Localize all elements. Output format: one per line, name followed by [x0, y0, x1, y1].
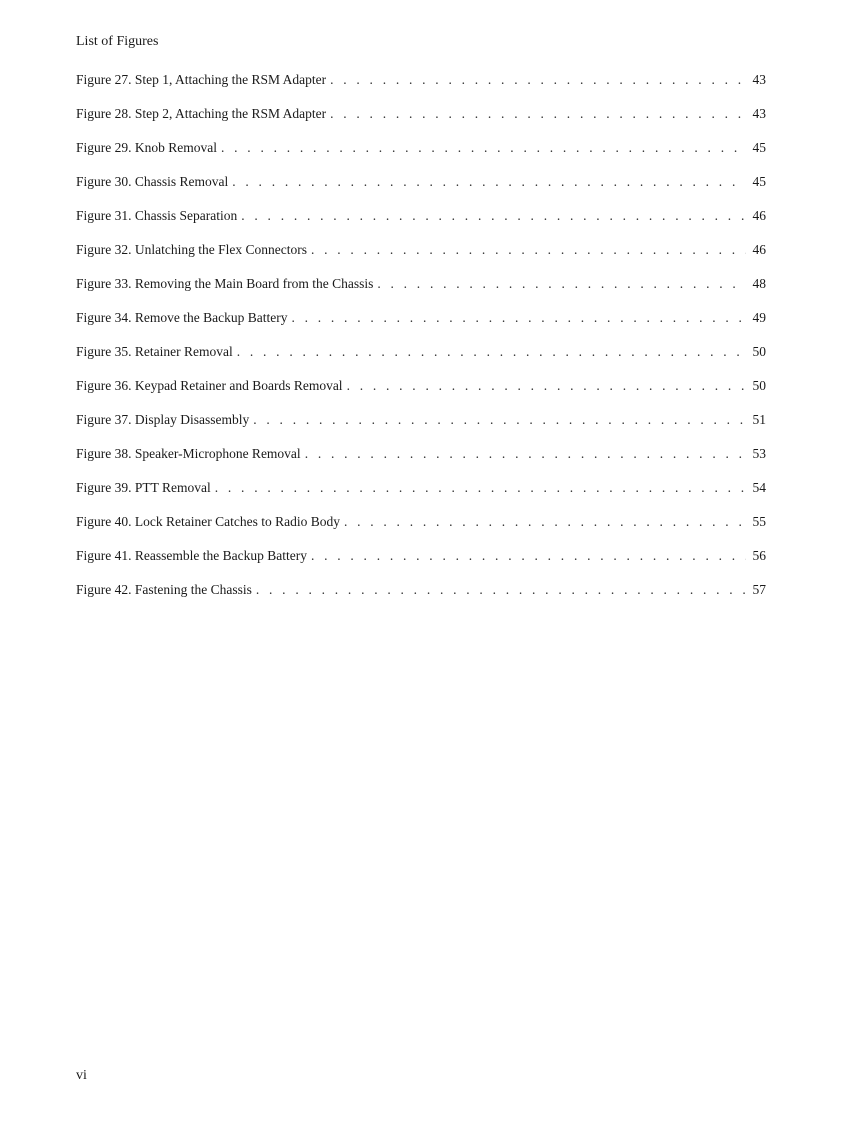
- toc-entry-page: 57: [752, 582, 766, 597]
- dot-leader: [232, 173, 746, 191]
- toc-entry[interactable]: [76, 377, 766, 411]
- toc-entry-page: 48: [752, 276, 766, 291]
- page-number: vi: [76, 1068, 87, 1083]
- dot-leader: [311, 547, 746, 565]
- toc-entry-label: Figure 42. Fastening the Chassis: [76, 582, 252, 597]
- toc-entry-label: Figure 37. Display Disassembly: [76, 412, 250, 427]
- toc-entry-label: Figure 27. Step 1, Attaching the RSM Adapter: [76, 72, 327, 87]
- toc-entry-page: 49: [752, 310, 766, 325]
- toc-entry-page: 51: [752, 412, 766, 427]
- toc-entry[interactable]: [76, 105, 766, 139]
- dot-leader: [347, 377, 746, 395]
- toc-entry[interactable]: [76, 479, 766, 513]
- dot-leader: [253, 411, 746, 429]
- toc-entry-page: 43: [752, 106, 766, 121]
- toc-entry-label: Figure 32. Unlatching the Flex Connectors: [76, 242, 307, 257]
- toc-entry-page: 45: [752, 140, 766, 155]
- dot-leader: [377, 275, 746, 293]
- dot-leader: [344, 513, 746, 531]
- dot-leader: [311, 241, 746, 259]
- toc-entry[interactable]: [76, 207, 766, 241]
- toc-entry-page: 43: [752, 72, 766, 87]
- toc-entry[interactable]: [76, 173, 766, 207]
- toc-entry-page: 45: [752, 174, 766, 189]
- toc-entry[interactable]: [76, 71, 766, 105]
- toc-entry-label: Figure 28. Step 2, Attaching the RSM Adapter: [76, 106, 327, 121]
- running-header: List of Figures: [76, 34, 159, 49]
- toc-entry[interactable]: [76, 275, 766, 309]
- dot-leader: [237, 343, 746, 361]
- toc-entry[interactable]: [76, 241, 766, 275]
- toc-entry[interactable]: [76, 309, 766, 343]
- toc-entry-page: 46: [752, 242, 766, 257]
- dot-leader: [256, 581, 746, 599]
- toc-entry[interactable]: [76, 445, 766, 479]
- toc-entry-label: Figure 40. Lock Retainer Catches to Radio Body: [76, 514, 340, 529]
- toc-entry[interactable]: [76, 513, 766, 547]
- toc-entry[interactable]: [76, 139, 766, 173]
- toc-entry-label: Figure 41. Reassemble the Backup Battery: [76, 548, 307, 563]
- toc-entry-page: 56: [752, 548, 766, 563]
- toc-entry-page: 50: [752, 344, 766, 359]
- dot-leader: [330, 105, 746, 123]
- dot-leader: [330, 71, 746, 89]
- toc-entry-label: Figure 30. Chassis Removal: [76, 174, 229, 189]
- dot-leader: [215, 479, 746, 497]
- dot-leader: [221, 139, 746, 157]
- toc-entry-label: Figure 34. Remove the Backup Battery: [76, 310, 288, 325]
- toc-entry-label: Figure 39. PTT Removal: [76, 480, 211, 495]
- toc-entry-label: Figure 35. Retainer Removal: [76, 344, 233, 359]
- toc-entry[interactable]: [76, 581, 766, 615]
- toc-entry-label: Figure 31. Chassis Separation: [76, 208, 238, 223]
- toc-entry-page: 50: [752, 378, 766, 393]
- toc-entry-page: 46: [752, 208, 766, 223]
- dot-leader: [241, 207, 746, 225]
- toc-entry-label: Figure 36. Keypad Retainer and Boards Removal: [76, 378, 343, 393]
- toc-entry-page: 53: [752, 446, 766, 461]
- toc-entry-label: Figure 29. Knob Removal: [76, 140, 217, 155]
- toc-entry[interactable]: [76, 411, 766, 445]
- toc-entry[interactable]: [76, 547, 766, 581]
- dot-leader: [305, 445, 746, 463]
- toc-entry-label: Figure 33. Removing the Main Board from the Chassis: [76, 276, 374, 291]
- toc-entry-page: 54: [752, 480, 766, 495]
- toc-entry-page: 55: [752, 514, 766, 529]
- list-of-figures: [76, 71, 766, 615]
- toc-entry[interactable]: [76, 343, 766, 377]
- toc-entry-label: Figure 38. Speaker-Microphone Removal: [76, 446, 301, 461]
- dot-leader: [291, 309, 746, 327]
